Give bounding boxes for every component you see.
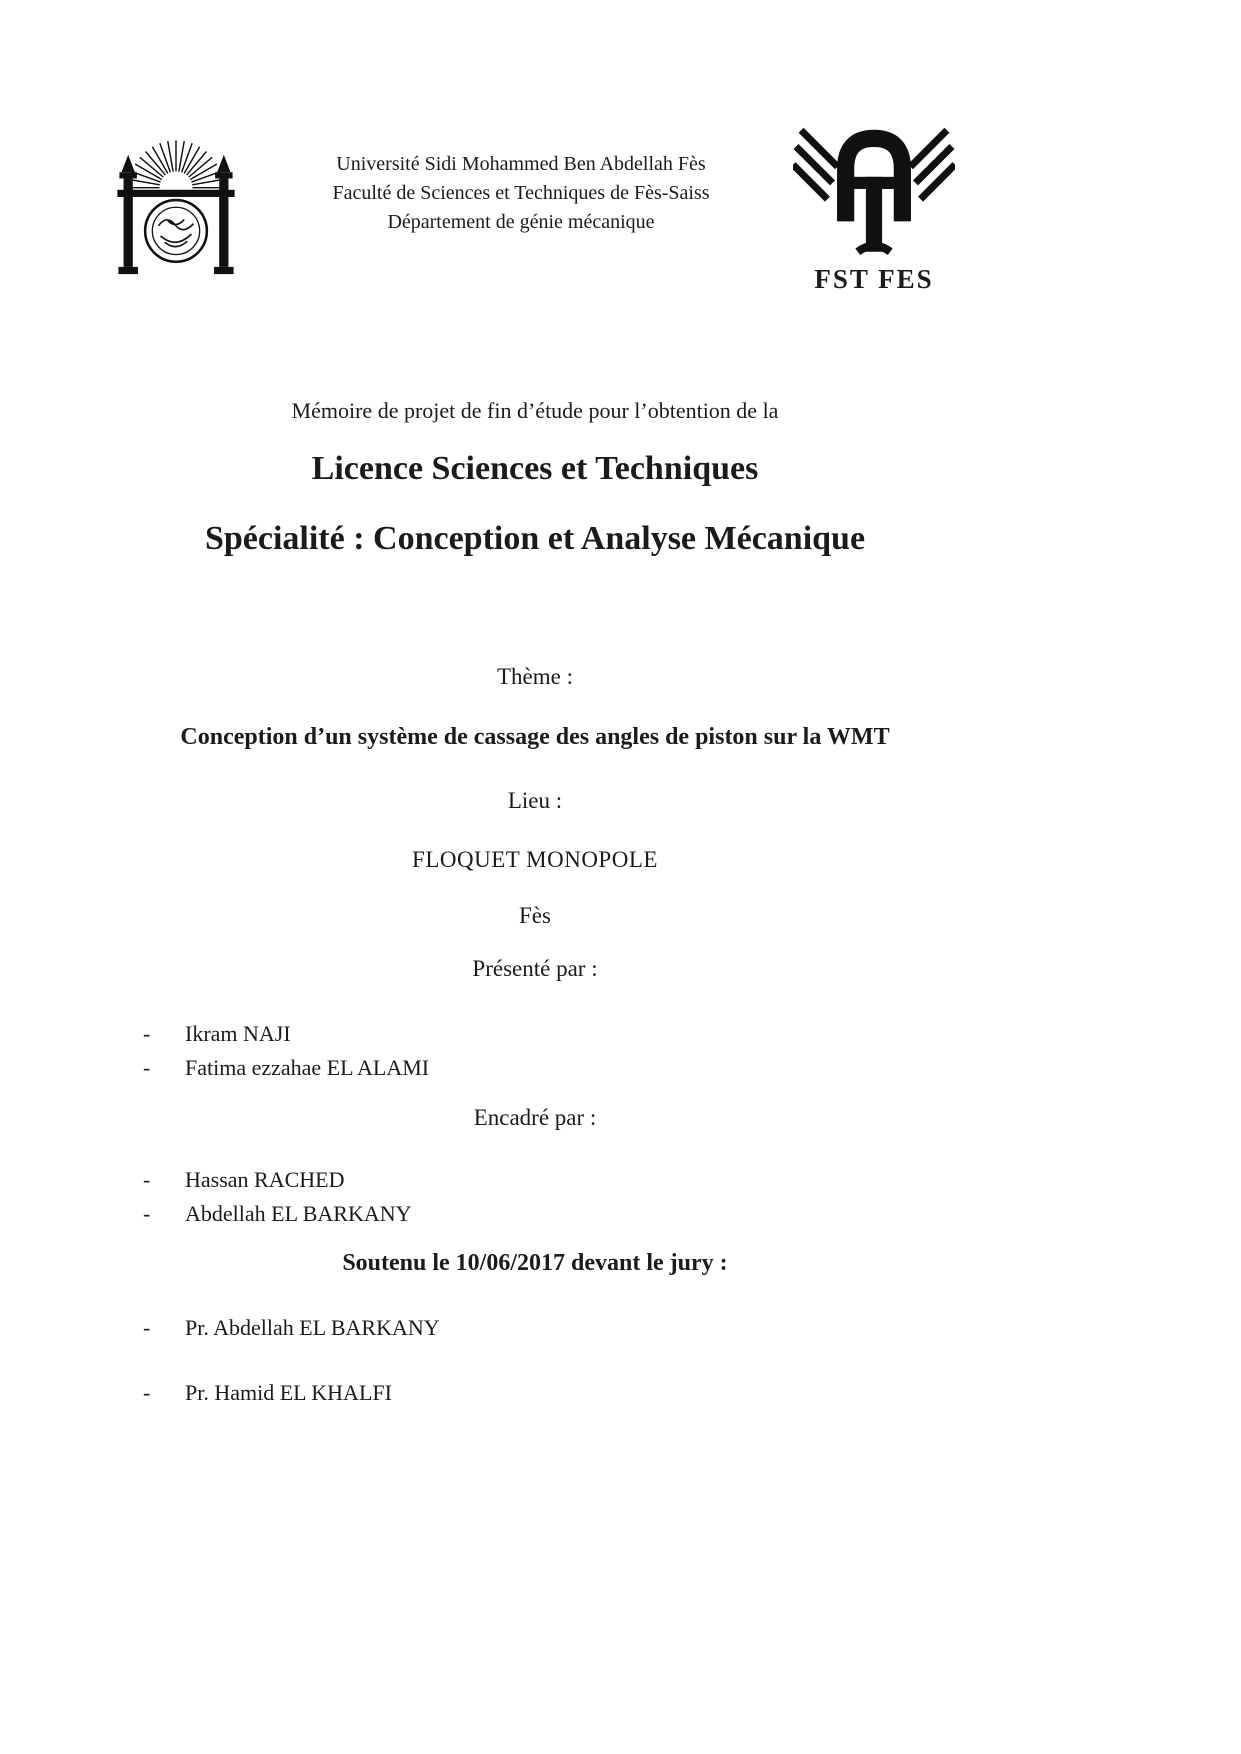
presenters-list [143, 1020, 429, 1088]
jury-member-name: Pr. Hamid EL KHALFI [185, 1380, 392, 1405]
supervisors-list [143, 1166, 412, 1234]
university-seal-logo [108, 126, 244, 306]
faculty-name: Faculté de Sciences et Techniques de Fès-Saiss [332, 182, 710, 204]
degree-title: Licence Sciences et Techniques [311, 450, 759, 487]
specialty-title: Spécialité : Conception et Analyse Mécanique [204, 520, 866, 557]
theme-title: Conception d’un système de cassage des angles de piston sur la WMT [180, 724, 890, 750]
list-item [143, 1314, 440, 1342]
presenter-name: Ikram NAJI [185, 1021, 291, 1046]
list-dash: - [143, 1021, 151, 1046]
department-name: Département de génie mécanique [387, 211, 655, 233]
list-dash: - [143, 1315, 151, 1340]
fst-logo-right-wing [910, 130, 955, 199]
fst-fes-logo-text: FST FES [814, 264, 934, 294]
university-name: Université Sidi Mohammed Ben Abdellah Fès [336, 153, 706, 175]
list-item [143, 1020, 429, 1048]
fst-logo-left-wing [793, 130, 838, 199]
list-item [143, 1054, 429, 1082]
list-item [143, 1166, 412, 1194]
defense-date-line: Soutenu le 10/06/2017 devant le jury : [342, 1250, 728, 1276]
institution-info [291, 150, 751, 237]
memoire-intro-line: Mémoire de projet de fin d’étude pour l’obtention de la [291, 398, 779, 423]
list-item [143, 1200, 412, 1228]
list-dash: - [143, 1380, 151, 1405]
list-item [143, 1379, 440, 1407]
supervisor-name: Abdellah EL BARKANY [185, 1201, 412, 1226]
presenter-name: Fatima ezzahae EL ALAMI [185, 1055, 430, 1080]
theme-label: Thème : [497, 664, 573, 689]
list-dash: - [143, 1201, 151, 1226]
fst-fes-logo [793, 120, 955, 295]
list-dash: - [143, 1055, 151, 1080]
supervisor-name: Hassan RACHED [185, 1167, 345, 1192]
city-name: Fès [519, 903, 551, 928]
supervised-by-label: Encadré par : [473, 1105, 597, 1130]
presented-by-label: Présenté par : [472, 956, 598, 981]
seal-sunburst-rays [129, 140, 224, 187]
jury-member-name: Pr. Abdellah EL BARKANY [185, 1315, 440, 1340]
company-name: FLOQUET MONOPOLE [412, 847, 658, 872]
list-dash: - [143, 1167, 151, 1192]
jury-list [143, 1314, 440, 1444]
fst-logo-monogram [846, 138, 903, 251]
seal-center-medallion [145, 200, 207, 262]
lieu-label: Lieu : [507, 788, 563, 813]
